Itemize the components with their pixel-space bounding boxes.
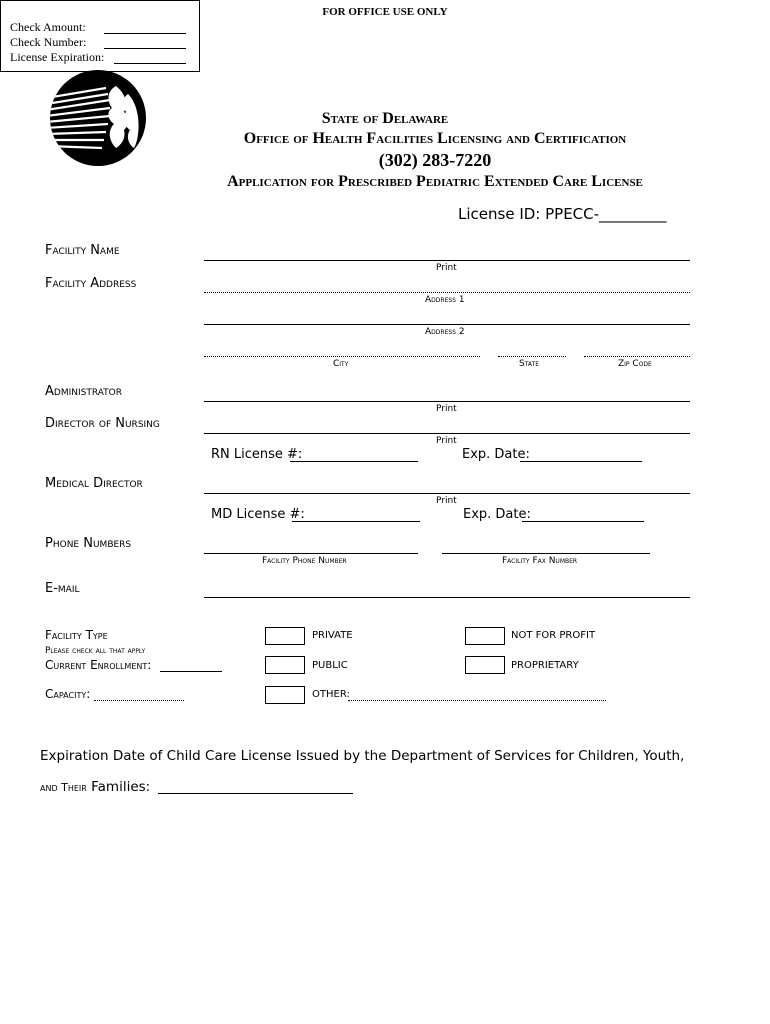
print-caption: Print [436,263,457,273]
director-of-nursing-label: Director of Nursing [45,416,160,431]
check-number-line[interactable] [104,48,186,49]
office-use-box [0,0,448,72]
medical-director-line[interactable] [204,493,690,494]
application-title: Application for Prescribed Pediatric Extended Care License [227,173,643,190]
address2-line[interactable] [204,324,690,325]
license-expiration-line[interactable] [114,63,186,64]
print-caption: Print [436,436,457,446]
facility-address-label: Facility Address [45,276,137,291]
md-license-line[interactable] [292,521,420,522]
facility-phone-caption: Facility Phone Number [262,556,347,566]
office-use-title: FOR OFFICE USE ONLY [322,6,448,18]
license-id[interactable]: License ID: PPECC-_________ [458,205,667,223]
address2-caption: Address 2 [425,327,465,337]
proprietary-label: PROPRIETARY [511,660,579,671]
state-line[interactable] [498,356,566,357]
families-suffix: Families: [86,779,151,795]
current-enrollment-label: Current Enrollment: [45,658,152,672]
phone-title: (302) 283-7220 [378,150,492,170]
rn-license-label: RN License #: [211,447,303,462]
other-label: OTHER: [312,689,350,700]
phone-numbers-label: Phone Numbers [45,536,132,551]
exp-date-line[interactable] [520,461,642,462]
print-caption: Print [436,496,457,506]
exp-date-label: Exp. Date: [462,447,530,462]
rn-license-line[interactable] [290,461,418,462]
zip-caption: Zip Code [618,359,652,369]
medical-director-label: Medical Director [45,476,143,491]
office-title: Office of Health Facilities Licensing and Certification [243,130,627,147]
exp-date-line[interactable] [522,521,644,522]
not-for-profit-checkbox[interactable] [465,627,505,645]
proprietary-checkbox[interactable] [465,656,505,674]
other-checkbox[interactable] [265,686,305,704]
md-license-label: MD License #: [211,507,305,522]
capacity-line[interactable] [94,700,184,701]
city-caption: City [333,359,349,369]
facility-fax-caption: Facility Fax Number [502,556,578,566]
facility-type-label: Facility Type [45,628,108,642]
public-checkbox[interactable] [265,656,305,674]
check-all-note: Please check all that apply [45,646,146,656]
license-expiration-label: License Expiration: [10,50,105,64]
private-checkbox[interactable] [265,627,305,645]
private-label: PRIVATE [312,630,353,641]
state-caption: State [519,359,540,369]
families-label [40,779,150,795]
public-label: PUBLIC [312,660,348,671]
administrator-label: Administrator [45,384,123,399]
families-line[interactable] [158,793,353,794]
exp-date-label: Exp. Date: [463,507,531,522]
facility-fax-line[interactable] [442,553,650,554]
state-title: State of Delaware [321,110,449,127]
print-caption: Print [436,404,457,414]
families-prefix: and Their [40,781,87,794]
city-line[interactable] [204,356,480,357]
email-line[interactable] [204,597,690,598]
check-number-label: Check Number: [10,35,87,49]
other-line[interactable] [348,700,606,701]
address1-caption: Address 1 [425,295,465,305]
facility-name-line[interactable] [204,260,690,261]
not-for-profit-label: NOT FOR PROFIT [511,630,596,641]
check-amount-line[interactable] [104,33,186,34]
check-amount-label: Check Amount: [10,20,86,34]
facility-phone-line[interactable] [204,553,418,554]
administrator-line[interactable] [204,401,690,402]
expiration-statement: Expiration Date of Child Care License Issued by the Department of Services for Children, Youth, [40,748,685,764]
address1-line[interactable] [204,292,690,293]
facility-name-label: Facility Name [45,243,120,258]
current-enrollment-line[interactable] [160,671,222,672]
capacity-label: Capacity: [45,687,91,701]
director-of-nursing-line[interactable] [204,433,690,434]
zip-line[interactable] [584,356,690,357]
email-label: E-mail [45,581,80,596]
